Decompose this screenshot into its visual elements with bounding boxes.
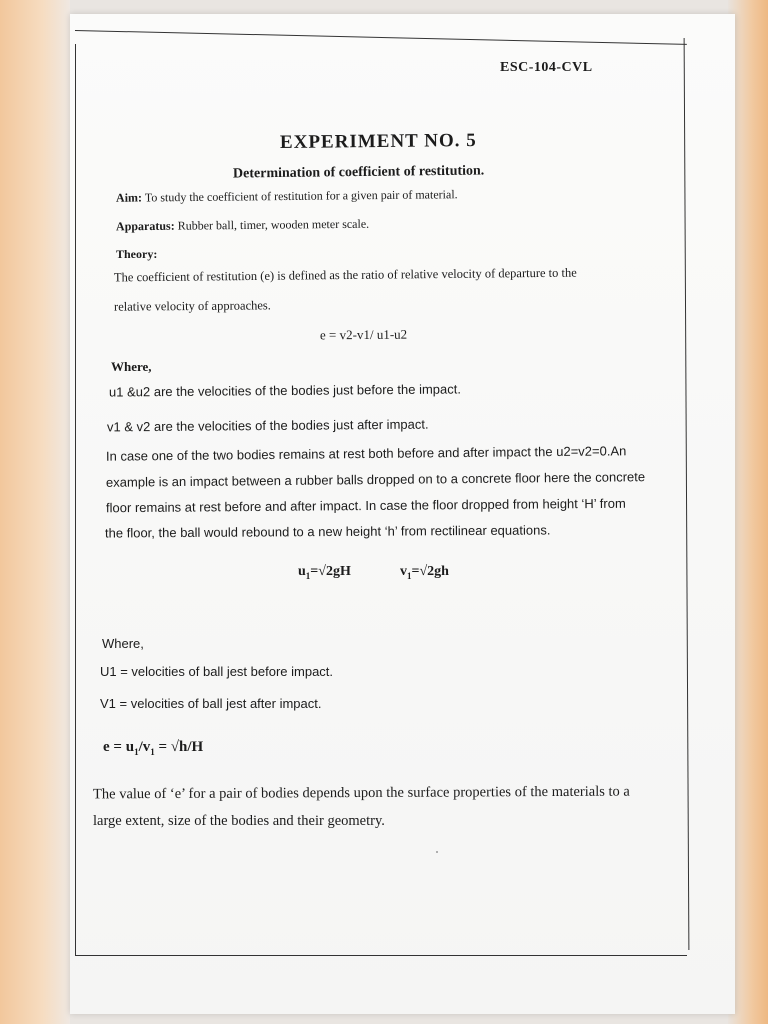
apparatus-text: Rubber ball, timer, wooden meter scale. [177,216,370,233]
apparatus-line [116,217,369,235]
page-border-bottom [75,955,687,956]
page-border-left [75,44,76,956]
final-eq-subscript-2: 1 [150,747,155,757]
theory-line-2: relative velocity of approaches. [113,298,271,314]
eq-v1-symbol: v [400,564,407,579]
theory-heading: Theory: [116,247,158,261]
theory-line-1: The coefficient of restitution (e) is defined as the ratio of relative velocity of departure to the [113,265,577,285]
paper-speck [436,851,438,853]
aim-text: To study the coefficient of restitution for a given pair of material. [144,187,458,205]
eq-v1-rhs: =√2gh [411,564,449,579]
eq-u1-subscript: 1 [305,570,311,581]
where-heading-2: Where, [102,636,144,651]
apparatus-label: Apparatus: [115,218,175,234]
eq-u1-rhs: =√2gH [310,564,351,579]
where-1-line-1: u1 &u2 are the velocities of the bodies just before the impact. [108,381,461,400]
conclusion-line-1: The value of ‘e’ for a pair of bodies depends upon the surface properties of the materials to a [92,783,630,803]
final-eq-part-3: = √h/H [154,739,204,755]
eq-u1-symbol: u [298,564,306,579]
final-equation [103,739,203,757]
where-heading-1: Where, [111,359,152,374]
where-1-line-2: v1 & v2 are the velocities of the bodies just after impact. [106,416,429,435]
experiment-subtitle: Determination of coefficient of restitution. [232,163,485,182]
final-eq-part-2: /v [138,739,151,755]
conclusion-line-2: large extent, size of the bodies and their geometry. [93,813,385,829]
experiment-title: EXPERIMENT NO. 5 [279,129,477,154]
aim-label: Aim: [115,190,143,205]
where-2-line-1: U1 = velocities of ball jest before impact. [100,664,334,679]
equation-v1 [400,564,449,581]
paragraph-line-3: floor remains at rest before and after impact. In case the floor dropped from height ‘H’ from [105,495,626,516]
where-2-line-2: V1 = velocities of ball jest after impact. [100,696,322,711]
eq-v1-subscript: 1 [407,570,412,581]
final-eq-subscript-1: 1 [134,747,139,757]
course-code: ESC-104-CVL [500,60,593,75]
equation-u1 [298,564,351,581]
restitution-formula: e = v2-v1/ u1-u2 [319,326,408,343]
paragraph-line-2: example is an impact between a rubber balls dropped on to a concrete floor here the concrete [105,469,646,490]
desk-surface-left [0,0,70,1024]
final-eq-part-1: e = u [103,739,135,755]
paragraph-line-4: the floor, the ball would rebound to a new height ‘h’ from rectilinear equations. [104,522,551,541]
paragraph-line-1: In case one of the two bodies remains at rest both before and after impact the u2=v2=0.An [105,443,627,464]
